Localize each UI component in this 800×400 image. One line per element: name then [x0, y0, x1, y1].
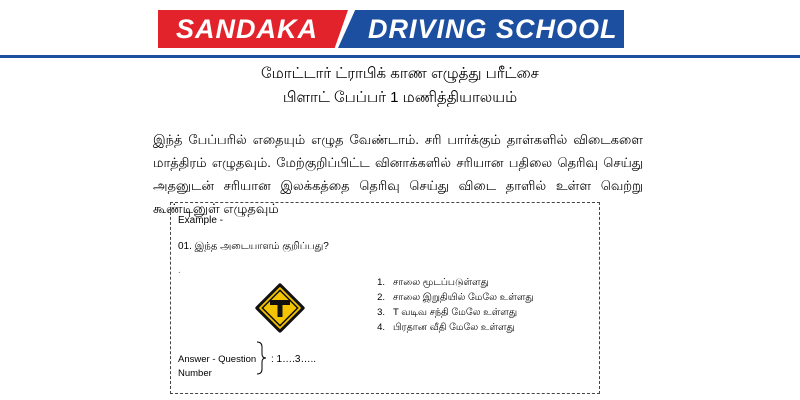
banner-school-name: SANDAKA — [176, 14, 318, 44]
answer-value: : 1….3….. — [271, 354, 317, 365]
banner-underline — [0, 55, 800, 58]
option-number: 4. — [377, 322, 385, 333]
t-junction-warning-sign-icon — [253, 281, 307, 335]
header-banner — [0, 0, 800, 56]
curly-brace-icon — [255, 341, 267, 375]
exam-title-line-2: பிளாட் பேப்பர் 1 மணித்தியாலயம் — [282, 89, 518, 106]
example-label: Example - — [178, 215, 224, 226]
answer-label: Answer - Question Number — [178, 354, 257, 379]
banner-school-type: DRIVING SCHOOL — [368, 14, 618, 44]
option-text: T வடிவ சந்தி மேலே உள்ளது — [393, 307, 518, 318]
exam-title-line-1: மோட்டார் ட்ராபிக் காண எழுத்து பரீட்சை — [261, 65, 539, 82]
list-item — [367, 320, 534, 335]
exam-title — [0, 62, 800, 110]
list-item — [367, 305, 534, 320]
list-item — [367, 275, 534, 290]
example-box — [170, 202, 600, 394]
option-number: 2. — [377, 292, 385, 303]
option-text: பிரதான வீதி மேலே உள்ளது — [393, 322, 515, 333]
example-question: 01. இந்த அடையாளம் குறிப்பது? — [178, 241, 329, 252]
option-number: 1. — [377, 277, 385, 288]
example-dot: . — [178, 265, 181, 276]
list-item — [367, 290, 534, 305]
answer-options — [367, 275, 534, 335]
option-text: சாலை இறுதியில் மேலே உள்ளது — [393, 292, 534, 303]
option-text: சாலை மூடப்படுள்ளது — [393, 277, 489, 288]
instructions-paragraph: இந்த் பேப்பரில் எதையும் எழுத வேண்டாம். சரி பார்க்கும் தாள்களில் விடைகளை மாத்திரம் எழுதவும். மேற்குறிப்பிட்ட வினாக்களில் சரியான பதிலை தெரிவு செய்து அதனுடன் சரியான இலக்கத்தை தெரிவு செய்து விடை தாளில் உள்ள வெற்று கூண்டினுள் எழுதவும் — [153, 132, 643, 216]
option-number: 3. — [377, 307, 385, 318]
